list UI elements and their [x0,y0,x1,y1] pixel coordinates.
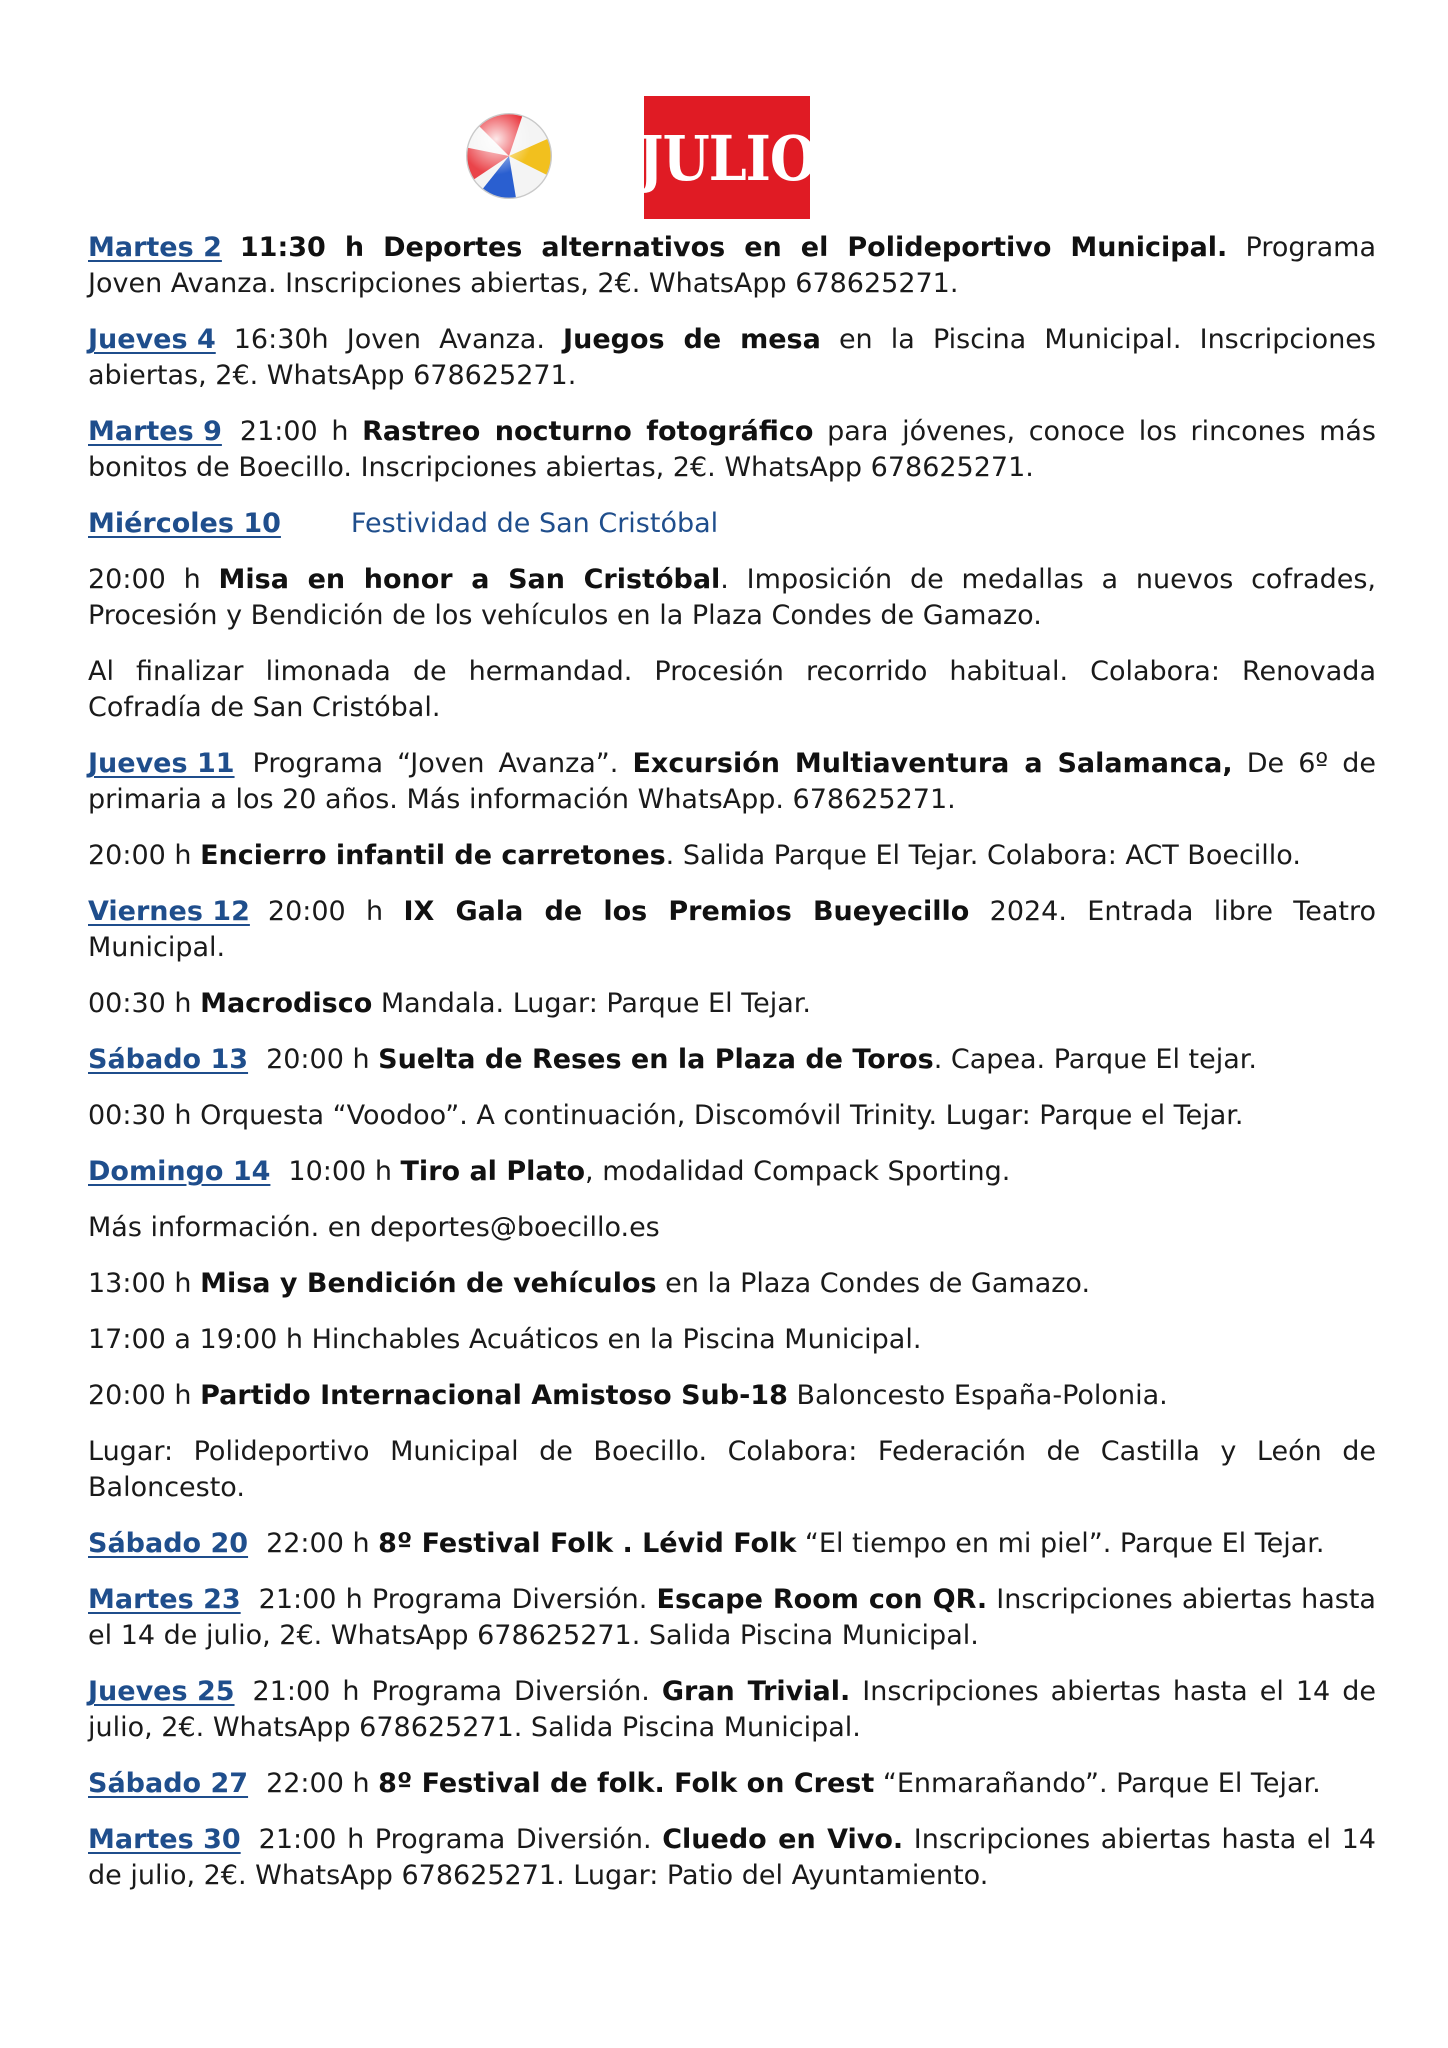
event-item [88,1154,1376,1190]
event-item [88,986,1376,1022]
event-item [88,838,1376,874]
event-highlight: Cluedo en Vivo. [662,1824,904,1855]
event-day-link[interactable]: Martes 23 [88,1584,241,1615]
event-text: 20:00 h [267,896,404,927]
event-day-link[interactable]: Jueves 25 [88,1676,235,1707]
event-text: “Enmarañando”. Parque El Tejar. [874,1768,1321,1799]
event-item [88,1822,1376,1894]
event-item [88,1210,1376,1246]
event-day-link[interactable]: Martes 2 [88,232,222,263]
event-text: . Capea. Parque El tejar. [933,1044,1257,1075]
event-highlight: Rastreo nocturno fotográfico [362,416,814,447]
event-text: 13:00 h [88,1268,201,1299]
event-text: 17:00 a 19:00 h Hinchables Acuáticos en la Piscina Municipal. [88,1324,922,1355]
month-title: JULIO [638,120,816,195]
event-highlight: Escape Room con QR. [656,1584,988,1615]
event-text: 20:00 h [88,564,219,595]
event-text: 21:00 h [239,416,363,447]
event-highlight: Juegos de mesa [563,324,821,355]
event-text: Mandala. Lugar: Parque El Tejar. [372,988,811,1019]
event-text: Inscripciones abiertas hasta el 14 de julio, 2€. WhatsApp 678625271. Salida Piscina Municipal. [88,1584,1376,1651]
event-text: 00:30 h Orquesta “Voodoo”. A continuación, Discomóvil Trinity. Lugar: Parque el Tejar. [88,1100,1244,1131]
event-text: 2024. Entrada libre Teatro Municipal. [88,896,1376,963]
event-highlight: IX Gala de los Premios Bueyecillo [403,896,970,927]
event-highlight: Deportes alternativos en el Polideportivo Municipal. [383,232,1228,263]
event-highlight: Encierro infantil de carretones [200,840,666,871]
event-text: 21:00 h Programa Diversión. [258,1584,657,1615]
event-text: para jóvenes, conoce los rincones más bonitos de Boecillo. Inscripciones abiertas, 2€. WhatsApp 678625271. [88,416,1376,483]
event-item [88,1674,1376,1746]
month-banner [638,96,816,219]
event-highlight: Misa en honor a San Cristóbal [218,564,721,595]
event-text: . Salida Parque El Tejar. Colabora: ACT Boecillo. [665,840,1301,871]
header [0,96,1448,224]
event-item [88,1582,1376,1654]
event-text: , modalidad Compack Sporting. [585,1156,1011,1187]
event-text: 20:00 h [88,1380,201,1411]
event-list [88,230,1376,1914]
event-item [88,1322,1376,1358]
event-item [88,894,1376,966]
event-day-link[interactable]: Miércoles 10 [88,508,281,539]
event-text: 20:00 h [88,840,201,871]
event-text: Lugar: Polideportivo Municipal de Boecillo. Colabora: Federación de Castilla y León de Baloncesto. [88,1436,1376,1503]
event-highlight: 8º Festival de folk. Folk on Crest [378,1768,875,1799]
event-item [88,1042,1376,1078]
event-day-link[interactable]: Jueves 11 [88,748,235,779]
event-text: 10:00 h [288,1156,401,1187]
event-text: Programa Joven Avanza. Inscripciones abiertas, 2€. WhatsApp 678625271. [88,232,1376,299]
event-text: . Imposición de medallas a nuevos cofrades, Procesión y Bendición de los vehículos en la Plaza Condes de Gamazo. [88,564,1377,631]
event-highlight: Excursión Multiaventura a Salamanca, [632,748,1233,779]
event-item [88,1526,1376,1562]
event-item [88,414,1376,486]
event-item [88,1766,1376,1802]
event-item [88,746,1376,818]
event-item [88,1098,1376,1134]
event-text: 21:00 h Programa Diversión. [258,1824,663,1855]
event-item [88,322,1376,394]
event-day-link[interactable]: Jueves 4 [88,324,216,355]
event-text: Inscripciones abiertas hasta el 14 de julio, 2€. WhatsApp 678625271. Salida Piscina Municipal. [88,1676,1376,1743]
event-highlight: Macrodisco [200,988,373,1019]
event-text: Al finalizar limonada de hermandad. Procesión recorrido habitual. Colabora: Renovada Cofradía de San Cristóbal. [88,656,1376,723]
event-text: 21:00 h Programa Diversión. [252,1676,662,1707]
event-text: Inscripciones abiertas hasta el 14 de julio, 2€. WhatsApp 678625271. Lugar: Patio del Ayuntamiento. [88,1824,1376,1891]
event-day-link[interactable]: Martes 9 [88,416,222,447]
event-item [88,1266,1376,1302]
event-item [88,506,1376,542]
event-text: en la Plaza Condes de Gamazo. [656,1268,1091,1299]
event-highlight: Suelta de Reses en la Plaza de Toros [378,1044,934,1075]
event-day-link[interactable]: Sábado 13 [88,1044,249,1075]
event-text: en la Piscina Municipal. Inscripciones abiertas, 2€. WhatsApp 678625271. [88,324,1376,391]
event-day-link[interactable]: Viernes 12 [88,896,250,927]
event-text: 22:00 h [266,1768,379,1799]
event-highlight: 11:30 h [239,232,384,263]
event-item [88,1434,1376,1506]
event-item [88,654,1376,726]
event-item [88,562,1376,634]
event-day-link[interactable]: Domingo 14 [88,1156,271,1187]
event-text: 00:30 h [88,988,201,1019]
event-item [88,1378,1376,1414]
event-text: Programa “Joven Avanza”. [252,748,633,779]
beach-ball-icon [463,110,555,202]
event-day-link[interactable]: Sábado 27 [88,1768,249,1799]
event-highlight: Tiro al Plato [400,1156,586,1187]
event-day-link[interactable]: Martes 30 [88,1824,241,1855]
event-text: De 6º de primaria a los 20 años. Más información WhatsApp. 678625271. [88,748,1376,815]
event-text: Baloncesto España-Polonia. [787,1380,1168,1411]
event-highlight: Misa y Bendición de vehículos [200,1268,657,1299]
event-text: 22:00 h [266,1528,379,1559]
event-item [88,230,1376,302]
event-text: 16:30h Joven Avanza. [233,324,564,355]
event-highlight: Gran Trivial. [661,1676,851,1707]
event-highlight: Partido Internacional Amistoso Sub-18 [200,1380,788,1411]
event-day-link[interactable]: Sábado 20 [88,1528,249,1559]
event-text: Festividad de San Cristóbal [350,508,719,539]
event-text: Más información. en deportes@boecillo.es [88,1212,660,1243]
event-highlight: 8º Festival Folk . Lévid Folk [378,1528,797,1559]
event-text: 20:00 h [266,1044,379,1075]
event-text: “El tiempo en mi piel”. Parque El Tejar. [796,1528,1325,1559]
